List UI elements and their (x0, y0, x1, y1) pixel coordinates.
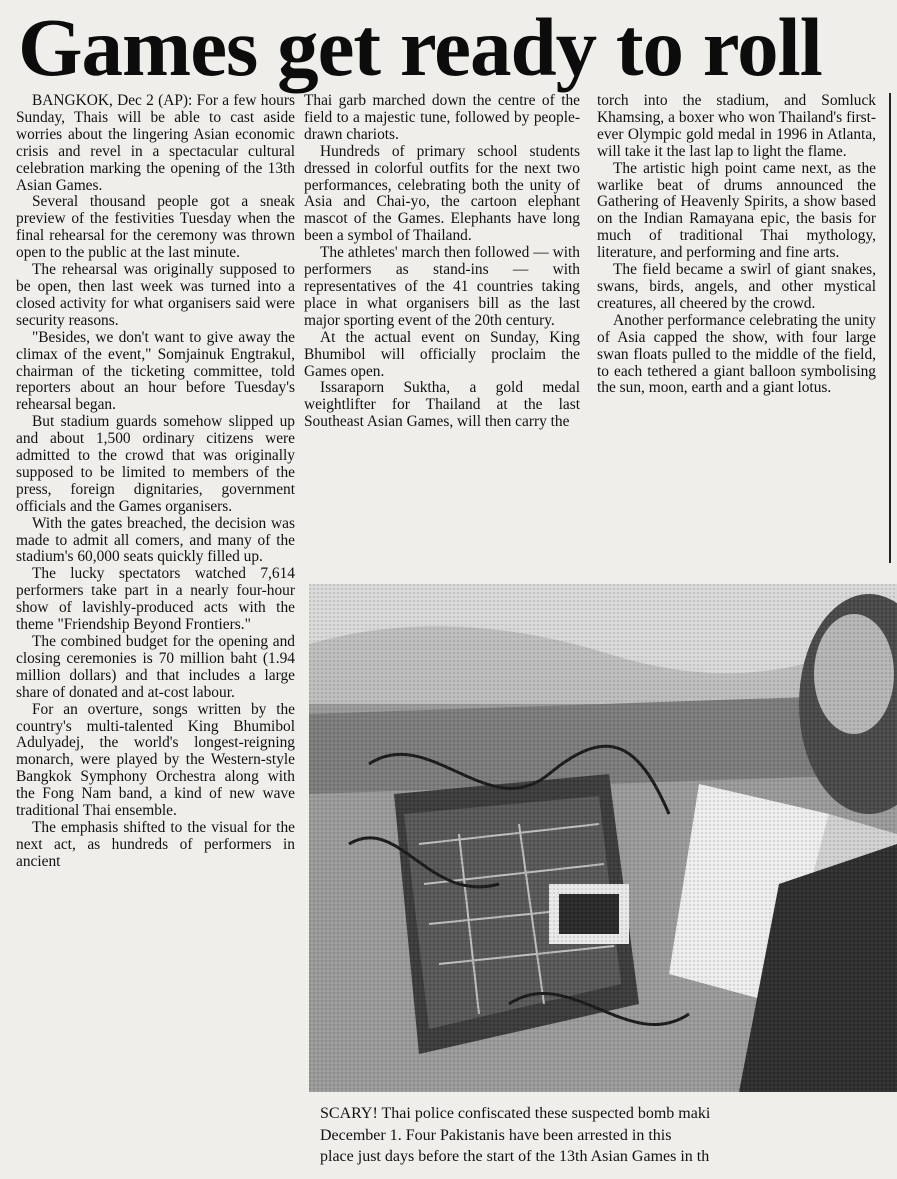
bomb-making-equipment-photo (309, 584, 897, 1092)
headline: Games get ready to roll (18, 1, 822, 93)
paragraph: "Besides, we don't want to give away the climax of the event," Somjainuk Engtrakul, chairman of the ticketing committee, told reporters about an hour before Tuesday's rehearsal began. (16, 328, 295, 414)
paragraph: The artistic high point came next, as the warlike beat of drums announced the Gathering of Heavenly Spirits, a show based on the Indian Ramayana epic, the basis for much of traditional Thai mythology, literature, and performing and fine arts. (597, 159, 876, 262)
article-column-2 (304, 93, 580, 575)
paragraph: Another performance celebrating the unity of Asia capped the show, with four large swan floats pulled to the middle of the field, to each tethered a giant balloon symbolising the sun, moon, earth and a giant lotus. (597, 311, 876, 397)
photo-caption (320, 1103, 897, 1168)
paragraph: The emphasis shifted to the visual for the next act, as hundreds of performers in ancient (16, 818, 295, 870)
paragraph: Issaraporn Suktha, a gold medal weightlifter for Thailand at the last Southeast Asian Games, will then carry the (304, 379, 580, 431)
paragraph: For an overture, songs written by the country's multi-talented King Bhumibol Adulyadej, the world's longest-reigning monarch, were played by the Western-style Bangkok Symphony Orchestra along with the Fong Nam band, a kind of new wave traditional Thai ensemble. (16, 700, 295, 820)
paragraph: The lucky spectators watched 7,614 performers take part in a nearly four-hour show of lavishly-produced acts with the theme "Friendship Beyond Frontiers." (16, 565, 295, 634)
paragraph: But stadium guards somehow slipped up and about 1,500 ordinary citizens were admitted to the crowd that was originally supposed to be limited to members of the press, foreign dignitaries, government officials and the Games organisers. (16, 413, 295, 515)
paragraph: BANGKOK, Dec 2 (AP): For a few hours Sunday, Thais will be able to cast aside worries about the lingering Asian economic crisis and revel in a spectacular cultural celebration marking the opening of the 13th Asian Games. (16, 92, 295, 194)
paragraph: The field became a swirl of giant snakes, swans, birds, angels, and other mystical creatures, all cheered by the crowd. (597, 261, 876, 312)
caption-line: SCARY! Thai police confiscated these suspected bomb maki (320, 1105, 711, 1122)
column-rule (889, 93, 891, 563)
caption-line: place just days before the start of the 13th Asian Games in th (320, 1148, 710, 1165)
caption-line: December 1. Four Pakistanis have been arrested in this (320, 1126, 672, 1144)
paragraph: With the gates breached, the decision was made to admit all comers, and many of the stadium's 60,000 seats quickly filled up. (16, 514, 295, 566)
paragraph: torch into the stadium, and Somluck Khamsing, a boxer who won Thailand's first-ever Olympic gold medal in 1996 in Atlanta, will take it the last lap to light the flame. (597, 92, 876, 160)
article-column-3 (597, 93, 876, 575)
news-photo (309, 584, 897, 1092)
paragraph: At the actual event on Sunday, King Bhumibol will officially proclaim the Games open. (304, 328, 580, 380)
paragraph: Hundreds of primary school students dressed in colorful outfits for the next two performances, celebrating both the unity of Asia and Chai-yo, the cartoon elephant mascot of the Games. Elephants have long been a symbol of Thailand. (304, 142, 580, 245)
paragraph: The rehearsal was originally supposed to be open, then last week was turned into a closed activity for what organisers said were security reasons. (16, 261, 295, 329)
article-column-1 (16, 93, 295, 1177)
paragraph: The combined budget for the opening and closing ceremonies is 70 million baht (1.94 million dollars) and that includes a large share of donated and at-cost labour. (16, 633, 295, 701)
dateline: BANGKOK, Dec 2 (AP): (32, 92, 193, 109)
paragraph: Thai garb marched down the centre of the field to a majestic tune, followed by people-drawn chariots. (304, 92, 580, 143)
paragraph: The athletes' march then followed — with performers as stand-ins — with representatives of the 41 countries taking place in what organisers bill as the last major sporting event of the 20th century. (304, 244, 580, 329)
paragraph: Several thousand people got a sneak preview of the festivities Tuesday when the final rehearsal for the ceremony was thrown open to the public at the last minute. (16, 193, 295, 262)
